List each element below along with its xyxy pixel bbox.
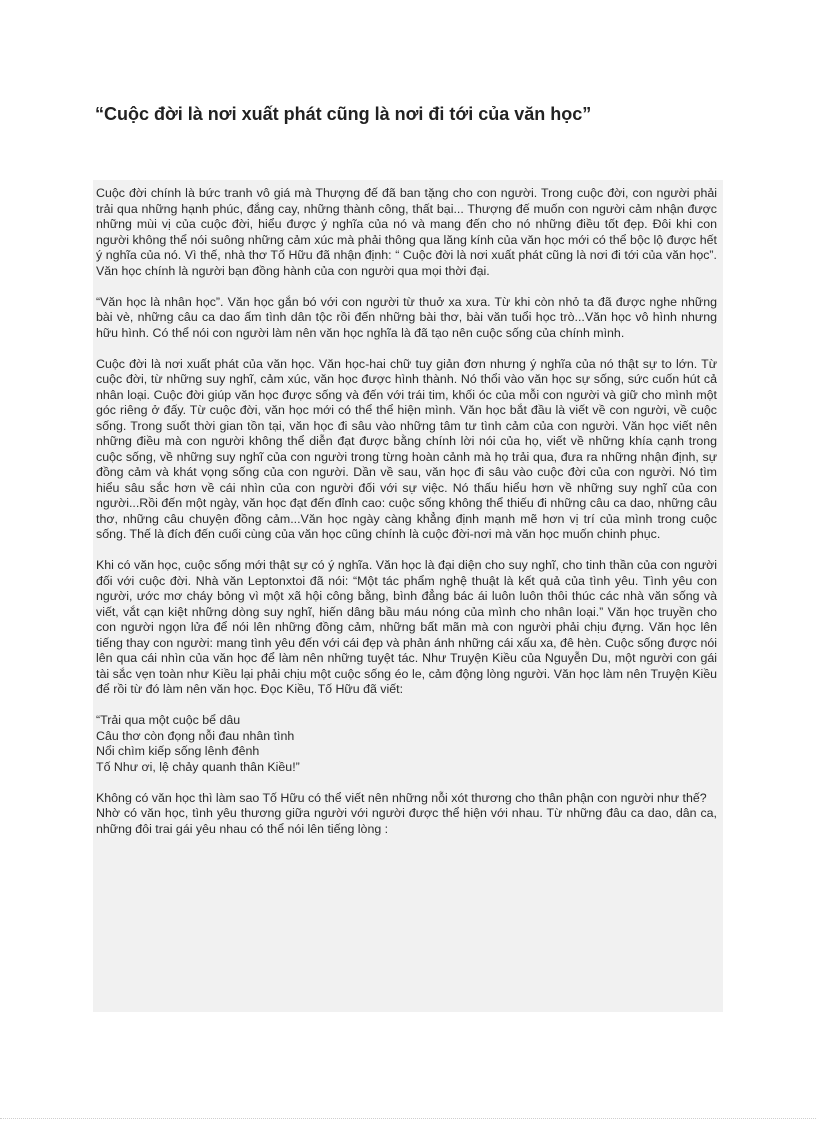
paragraph-intro: Cuộc đời chính là bức tranh vô giá mà Thượng đế đã ban tặng cho con người. Trong cuộc đời, con người phải trải qua những hạnh phúc, đắng cay, những thành công, thất bại... Thượng đế muốn con người cảm nhận được những mùi vị của cuộc đời, hiểu được ý nghĩa của nó và mang đến cho nó những điều tốt đẹp. Đôi khi con người không thể nói suông những cảm xúc mà phải thông qua lăng kính của văn học mới có thể bộc lộ được hết ý nghĩa của nó. Vì thế, nhà thơ Tố Hữu đã nhận định: “ Cuộc đời là nơi xuất phát cũng là nơi đi tới của văn học”. Văn học chính là người bạn đồng hành của con người qua mọi thời đại. [96,186,717,278]
paragraph-literature-is-humanity: “Văn học là nhân học”. Văn học gắn bó với con người từ thuở xa xưa. Từ khi còn nhỏ ta đã được nghe những bài vè, những câu ca dao ấm tình dân tộc rồi đến những bài thơ, bài văn tuổi học trò...Văn học vô hình nhưng hữu hình. Có thể nói con người làm nên văn học nghĩa là đã tạo nên cuộc sống của chính mình. [96,294,717,340]
document-body [93,180,723,1012]
paragraph-meaning-of-literature: Khi có văn học, cuộc sống mới thật sự có ý nghĩa. Văn học là đại diện cho suy nghĩ, cho tinh thần của con người đối với cuộc đời. Nhà văn Leptonxtoi đã nói: “Một tác phẩm nghệ thuật là kết quả của tình yêu. Tình yêu con người, ước mơ cháy bỏng vì một xã hội công bằng, bình đẳng bác ái luôn luôn thôi thúc các nhà văn sống và viết, vắt cạn kiệt những dòng suy nghĩ, hiến dâng bầu máu nóng của mình cho nhân loại.” Văn học truyền cho con người ngọn lửa để nói lên những đồng cảm, những bất mãn mà con người phải chịu đựng. Văn học lên tiếng thay con người: mang tình yêu đến với cái đẹp và phản ánh những cái xấu xa, đê hèn. Cuộc sống được nói lên qua cái nhìn của văn học để làm nên những tuyệt tác. Như Truyện Kiều của Nguyễn Du, một người con gái tài sắc vẹn toàn như Kiều lại phải chịu một cuộc sống éo le, cảm động lòng người. Văn học làm nên Truyện Kiều để rồi từ đó làm nên văn học. Đọc Kiều, Tố Hữu đã viết: [96,558,718,696]
poem-line: Câu thơ còn đọng nỗi đau nhân tình [96,728,295,743]
poem-line: Nổi chìm kiếp sống lênh đênh [96,744,260,758]
poem-quote [96,713,717,775]
poem-line: “Trải qua một cuộc bể dâu [96,713,241,727]
document-title: “Cuộc đời là nơi xuất phát cũng là nơi đi tới của văn học” [95,104,592,124]
paragraph-love: Nhờ có văn học, tình yêu thương giữa người với người được thể hiện với nhau. Từ những đâu ca dao, dân ca, những đôi trai gái yêu nhau có thể nói lên tiếng lòng : [96,806,717,836]
paragraph-question: Không có văn học thì làm sao Tố Hữu có thể viết nên những nỗi xót thương cho thân phận con người như thế? [96,790,707,805]
page-bottom-divider [0,1118,816,1119]
paragraph-life-origin: Cuộc đời là nơi xuất phát của văn học. Văn học-hai chữ tuy giản đơn nhưng ý nghĩa của nó thật sự to lớn. Từ cuộc đời, từ những suy nghĩ, cảm xúc, văn học được hình thành. Nó thổi vào văn học sự sống, sức cuốn hút cả nhân loại. Cuộc đời giúp văn học được sống và đến với trái tim, khối óc của mỗi con người và giữ cho mình một góc riêng ở đấy. Từ cuộc đời, văn học mới có thể thể hiện mình. Văn học bắt đầu là viết về con người, về cuộc sống. Trong suốt thời gian tồn tại, văn học đi sâu vào những tâm tư tình cảm của con người. Văn học viết nên những điều mà con người không thể diễn đạt được bằng chính lời nói của họ, viết về những khía cạnh trong cuộc sống, về những suy nghĩ của con người trong từng hoàn cảnh mà họ trải qua, đưa ra những nhận định, sự đồng cảm và khát vọng sống của con người. Dần về sau, văn học đi sâu vào cuộc đời của con người. Nó tìm hiểu sâu sắc hơn về cái nhìn của con người đối với sự việc. Nó thấu hiểu hơn về những suy nghĩ của con người...Rồi đến một ngày, văn học đạt đến đỉnh cao: cuộc sống không thể thiếu đi những câu ca dao, những câu thơ, những câu chuyện đồng cảm...Văn học ngày càng khẳng định mạnh mẽ hơn vị trí của mình trong cuộc sống. Thế là đích đến cuối cùng của văn học cũng chính là cuộc đời-nơi mà văn học muốn chinh phục. [96,356,717,541]
poem-line: Tố Như ơi, lệ chảy quanh thân Kiều!” [96,759,300,774]
